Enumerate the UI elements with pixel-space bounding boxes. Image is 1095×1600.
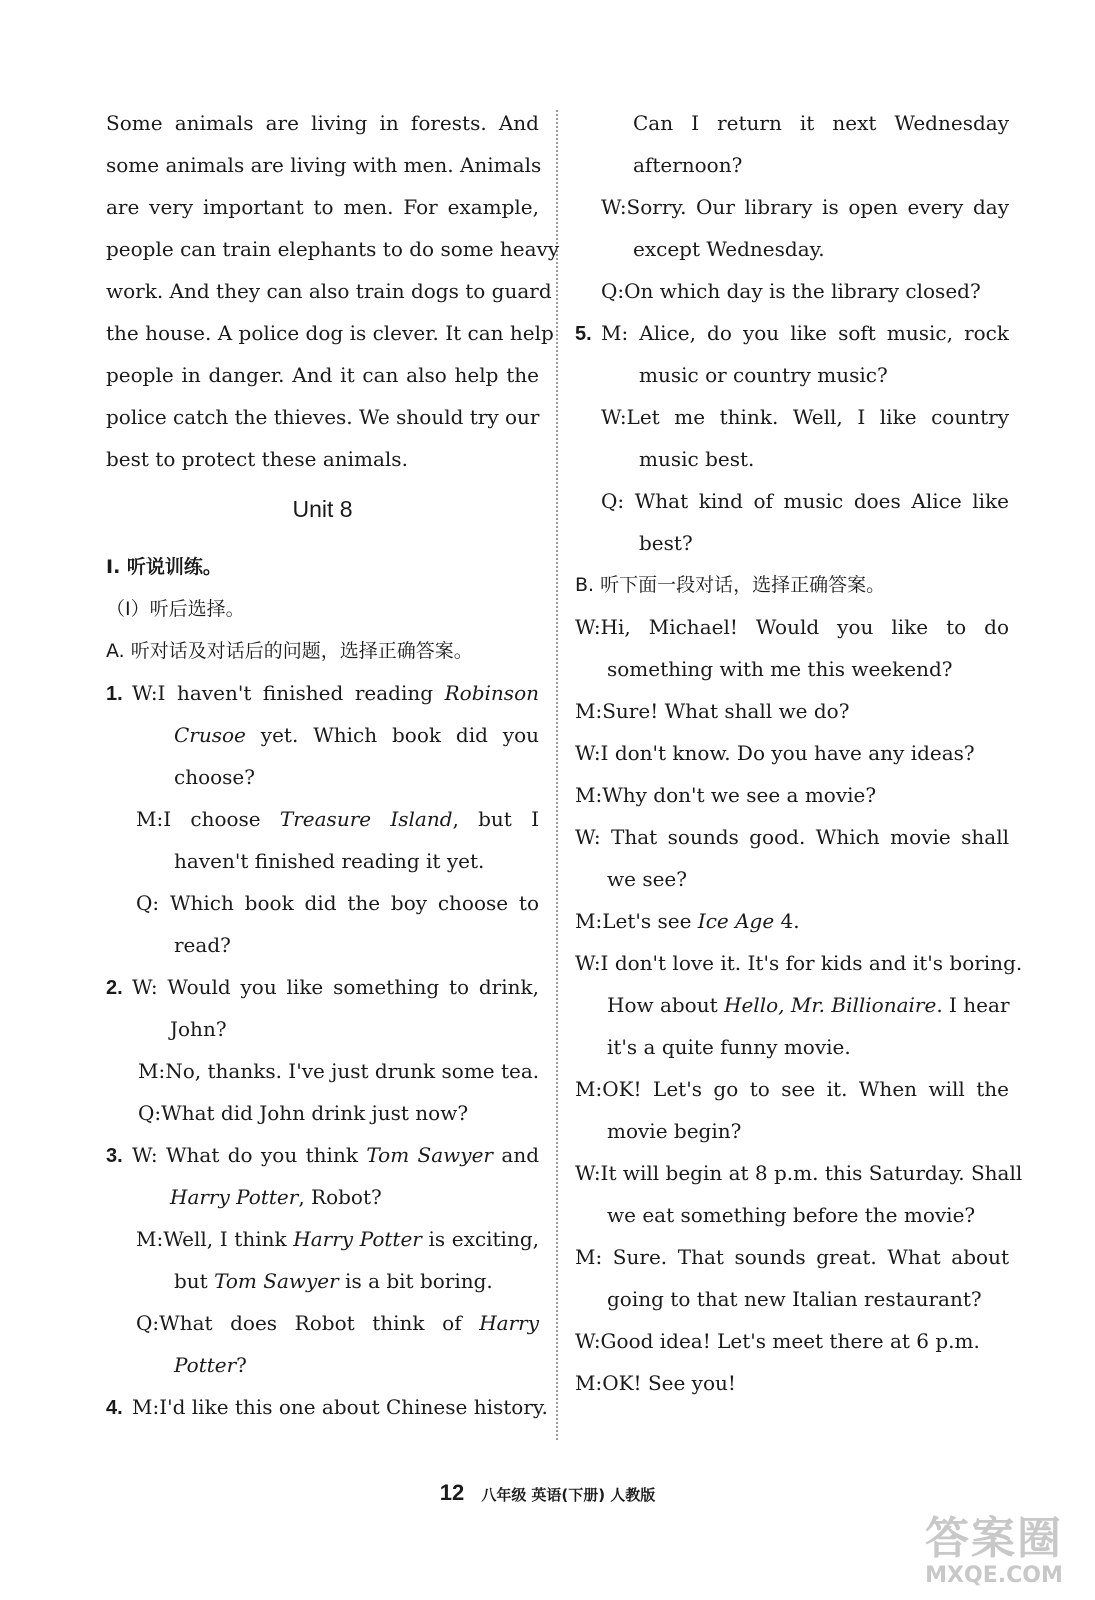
dialogue-line: M:OK! See you! <box>575 1371 736 1395</box>
dialogue-line: it's a quite funny movie. <box>607 1035 851 1059</box>
question-3-line: Q:What does Robot think of Harry <box>136 1311 540 1335</box>
question-number: 5. <box>575 323 592 345</box>
passage-line: Some animals are living in forests. And <box>106 111 539 135</box>
footer-grade: 八年级 <box>481 1486 527 1504</box>
dialogue-line: M:Sure! What shall we do? <box>575 699 850 723</box>
watermark-logo <box>899 1514 1089 1594</box>
question-4-line: Can I return it next Wednesday <box>633 111 1009 135</box>
question-5-line: Q: What kind of music does Alice like <box>601 489 1009 513</box>
subsection-heading: （Ⅰ）听后选择。 <box>106 598 245 620</box>
right-column <box>575 102 1023 1404</box>
passage-line: the house. A police dog is clever. It can help <box>106 321 554 345</box>
question-1-line: haven't finished reading it yet. <box>174 849 485 873</box>
passage-line: police catch the thieves. We should try our <box>106 405 540 429</box>
passage-line: best to protect these animals. <box>106 447 408 471</box>
passage-line: people in danger. And it can also help the <box>106 363 539 387</box>
question-1-line: Crusoe yet. Which book did you <box>174 723 539 747</box>
footer-edition: 人教版 <box>610 1486 656 1504</box>
dialogue-line: W:Good idea! Let's meet there at 6 p.m. <box>575 1329 980 1353</box>
section-heading: Ⅰ. 听说训练。 <box>106 556 222 578</box>
dialogue-line: we see? <box>607 867 687 891</box>
question-4-line: W:Sorry. Our library is open every day <box>601 195 1009 219</box>
question-3-line: Harry Potter, Robot? <box>170 1185 382 1209</box>
dialogue-line: W:I don't love it. It's for kids and it's boring. <box>575 951 1023 975</box>
question-5-line: best? <box>639 531 693 555</box>
question-1-line: Q: Which book did the boy choose to <box>136 891 539 915</box>
question-4-line: Q:On which day is the library closed? <box>601 279 981 303</box>
question-5-line: music or country music? <box>639 363 888 387</box>
dialogue-line: something with me this weekend? <box>607 657 953 681</box>
dialogue-line: How about Hello, Mr. Billionaire. I hear <box>607 993 1010 1017</box>
question-4-line: except Wednesday. <box>633 237 825 261</box>
dialogue-line: W:I don't know. Do you have any ideas? <box>575 741 975 765</box>
question-1-line: M:I choose Treasure Island, but I <box>136 807 539 831</box>
watermark-text: 答案圈 <box>925 1513 1063 1564</box>
question-3-line: 3. W: What do you think Tom Sawyer and <box>106 1134 539 1176</box>
question-1-line: choose? <box>174 765 255 789</box>
footer-subject: 英语(下册) <box>531 1486 606 1504</box>
question-number: 1. <box>106 683 123 705</box>
passage-line: are very important to men. For example, <box>106 195 539 219</box>
question-number: 2. <box>106 977 123 999</box>
question-2-line: M:No, thanks. I've just drunk some tea. <box>138 1059 540 1083</box>
question-2-line: John? <box>170 1017 227 1041</box>
dialogue-line: going to that new Italian restaurant? <box>607 1287 982 1311</box>
question-2-line: 2. W: Would you like something to drink, <box>106 966 539 1008</box>
watermark-url: MXQE.COM <box>925 1563 1063 1588</box>
question-3-line: Potter? <box>174 1353 247 1377</box>
question-5-line: 5. M: Alice, do you like soft music, rock <box>575 312 1009 354</box>
question-2-line: Q:What did John drink just now? <box>138 1101 469 1125</box>
question-3-line: but Tom Sawyer is a bit boring. <box>174 1269 493 1293</box>
question-4-line: afternoon? <box>633 153 743 177</box>
question-1-line: read? <box>174 933 231 957</box>
dialogue-line: movie begin? <box>607 1119 742 1143</box>
question-number: 3. <box>106 1145 123 1167</box>
dialogue-line: W:Hi, Michael! Would you like to do <box>575 615 1009 639</box>
question-3-line: M:Well, I think Harry Potter is exciting, <box>136 1227 539 1251</box>
question-5-line: W:Let me think. Well, I like country <box>601 405 1009 429</box>
question-4-line: 4. M:I'd like this one about Chinese history. <box>106 1386 539 1428</box>
left-column <box>106 102 560 1428</box>
passage-line: some animals are living with men. Animals <box>106 153 542 177</box>
passage-line: work. And they can also train dogs to guard <box>106 279 552 303</box>
question-5-line: music best. <box>639 447 755 471</box>
dialogue-line: we eat something before the movie? <box>607 1203 976 1227</box>
page-number: 12 <box>439 1480 465 1505</box>
dialogue-line: W:It will begin at 8 p.m. this Saturday. Shall <box>575 1161 1023 1185</box>
dialogue-line: W: That sounds good. Which movie shall <box>575 825 1009 849</box>
page-footer <box>0 1480 1095 1506</box>
dialogue-line: M:OK! Let's go to see it. When will the <box>575 1077 1009 1101</box>
dialogue-line: M: Sure. That sounds great. What about <box>575 1245 1009 1269</box>
passage-line: people can train elephants to do some heavy <box>106 237 560 261</box>
column-divider <box>556 110 558 1440</box>
dialogue-line: M:Let's see Ice Age 4. <box>575 909 800 933</box>
part-a-instruction: A. 听对话及对话后的问题，选择正确答案。 <box>106 640 473 662</box>
unit-title: Unit 8 <box>292 496 353 522</box>
question-number: 4. <box>106 1397 123 1419</box>
dialogue-line: M:Why don't we see a movie? <box>575 783 877 807</box>
question-1-line: 1. W:I haven't finished reading Robinson <box>106 672 539 714</box>
part-b-instruction: B. 听下面一段对话，选择正确答案。 <box>575 574 886 596</box>
